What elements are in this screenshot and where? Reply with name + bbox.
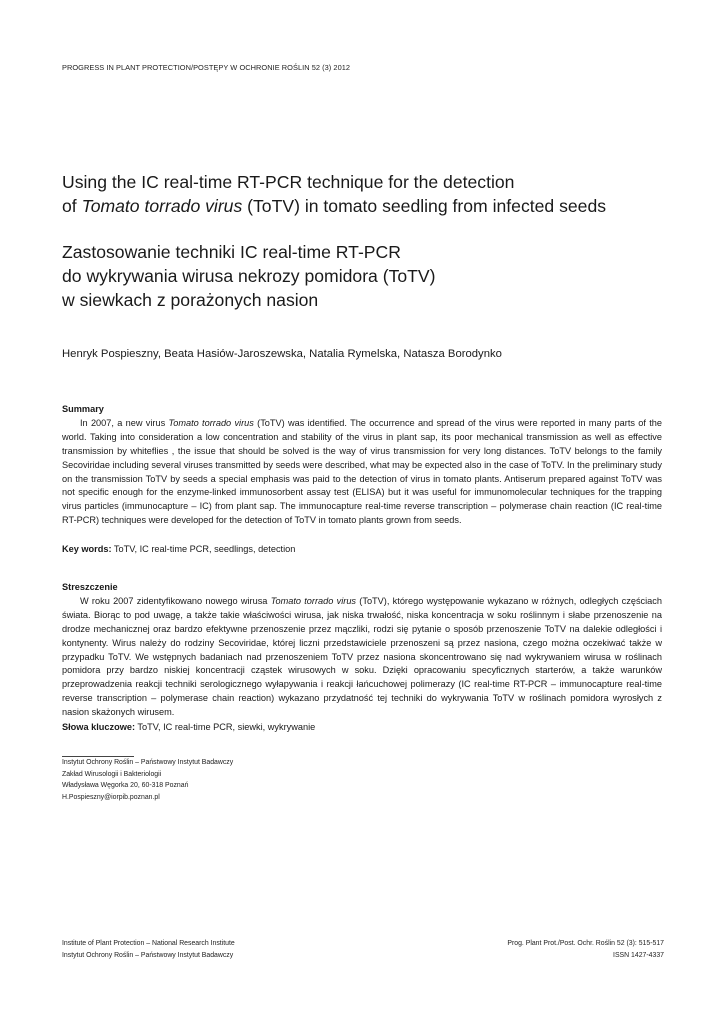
summary-paragraph	[62, 417, 662, 528]
footer-publisher-polish: Instytut Ochrony Roślin – Państwowy Instytut Badawczy	[62, 951, 234, 959]
title-polish-line2: do wykrywania wirusa nekrozy pomidora (ToTV)	[62, 266, 436, 286]
affiliation-department: Zakład Wirusologii i Bakteriologii	[62, 770, 162, 778]
keywords-english-value: ToTV, IC real-time PCR, seedlings, detection	[111, 544, 296, 554]
title-english	[62, 170, 682, 218]
author-affiliation	[62, 757, 233, 803]
summary-text-rest: (ToTV) was identified. The occurrence and spread of the virus were reported in many parts of the world. Taking into consideration a low concentration and stability of the virus in plant sap, its poor mechanical transmission as well as effective transmission by whiteflies , the issue that should be solved is the way of virus transmission for very long distances. ToTV belongs to the family Secoviridae including several viruses transmitted by seeds were described, what may be expected also in the case of ToTV. In the preliminary study on the transmission ToTV by seeds a special emphasis was paid to the detection of virus in tomato plants. Antiserum prepared against ToTV was not specific enough for the enzyme-linked immunosorbent assay test (ELISA) but it was useful for immunomolecular techniques for the trapping virus particles (immunocapture – IC) from plant sap. The immunocapture real-time reverse transcription – polymerase chain reaction (IC real-time RT-PCR) techniques were developed for the detection of ToTV in tomato plants grown from seeds.	[62, 417, 662, 526]
keywords-polish-label: Słowa kluczowe:	[62, 722, 136, 732]
title-english-line1: Using the IC real-time RT-PCR technique for the detection	[62, 172, 515, 192]
streszczenie-text-start: W roku 2007 zidentyfikowano nowego wirusa	[80, 595, 271, 606]
keywords-polish	[62, 721, 662, 735]
footer-citation-issn: ISSN 1427-4337	[613, 951, 664, 959]
affiliation-email: H.Pospieszny@iorpib.poznan.pl	[62, 793, 160, 801]
streszczenie-section	[62, 581, 662, 720]
title-english-virus-name: Tomato torrado virus	[81, 196, 243, 216]
title-polish-line3: w siewkach z porażonych nasion	[62, 290, 319, 310]
affiliation-address: Władysława Węgorka 20, 60-318 Poznań	[62, 782, 189, 790]
title-polish	[62, 240, 662, 312]
footer-publisher-english: Institute of Plant Protection – National Research Institute	[62, 940, 235, 947]
streszczenie-text-rest: (ToTV), którego występowanie wykazano w różnych, odległych częściach świata. Biorąc to pod uwagę, a także takie właściwości wirusa, jak niska trwałość, niska koncentracja w soku roślinnym i słabe przenoszenie na drodze mechanicznej oraz bardzo efektywne przenoszenie przez mączliki, rodzi się pytanie o sposób przenoszenie ToTV na dalekie odległości i kontynenty. Wirus należy do rodziny Secoviridae, której liczni przedstawiciele przenoszeni są przez nasiona, czego można oczekiwać także w przypadku ToTV. We wstępnych badaniach nad przenoszeniem ToTV przez nasiona skoncentrowano się nad wykrywaniem wirusa w roślinach pomidora przy bardzo niskiej koncentracji cząstek wirusowych w soku. Dzięki opracowaniu specyficznych starterów, a także warunków przeprowadzenia reakcji techniki serologicznego wyłapywania i reakcji łańcuchowej polimerazy (IC real-time RT-PCR – immunocapture real-time reverse transcription – polymerase chain reaction) wykazano przydatność tej techniki do wykrywania ToTV w roślinach pomidora wyrosłych z nasion skażonych wirusem.	[62, 595, 662, 718]
keywords-polish-value: ToTV, IC real-time PCR, siewki, wykrywanie	[135, 722, 316, 732]
streszczenie-virus-name: Tomato torrado virus	[270, 595, 357, 606]
summary-virus-name: Tomato torrado virus	[168, 417, 254, 428]
footer-citation	[507, 938, 664, 961]
running-head: PROGRESS IN PLANT PROTECTION/POSTĘPY W OCHRONIE ROŚLIN 52 (3) 2012	[62, 63, 351, 72]
keywords-english-label: Key words:	[62, 544, 112, 554]
footer-publisher	[62, 938, 235, 961]
title-polish-line1: Zastosowanie techniki IC real-time RT-PCR	[62, 242, 401, 262]
streszczenie-paragraph	[62, 595, 662, 720]
summary-section	[62, 403, 662, 528]
title-english-line2-suffix: (ToTV) in tomato seedling from infected seeds	[242, 196, 607, 216]
affiliation-institute: Instytut Ochrony Roślin – Państwowy Instytut Badawczy	[62, 759, 234, 766]
streszczenie-heading: Streszczenie	[62, 582, 118, 592]
author-list: Henryk Pospieszny, Beata Hasiów-Jaroszewska, Natalia Rymelska, Natasza Borodynko	[62, 348, 502, 360]
summary-heading: Summary	[62, 404, 104, 414]
summary-text-start: In 2007, a new virus	[80, 417, 169, 428]
keywords-english	[62, 543, 662, 557]
footer-citation-reference: Prog. Plant Prot./Post. Ochr. Roślin 52 (3): 515-517	[507, 940, 664, 947]
title-english-line2-prefix: of	[62, 196, 82, 216]
